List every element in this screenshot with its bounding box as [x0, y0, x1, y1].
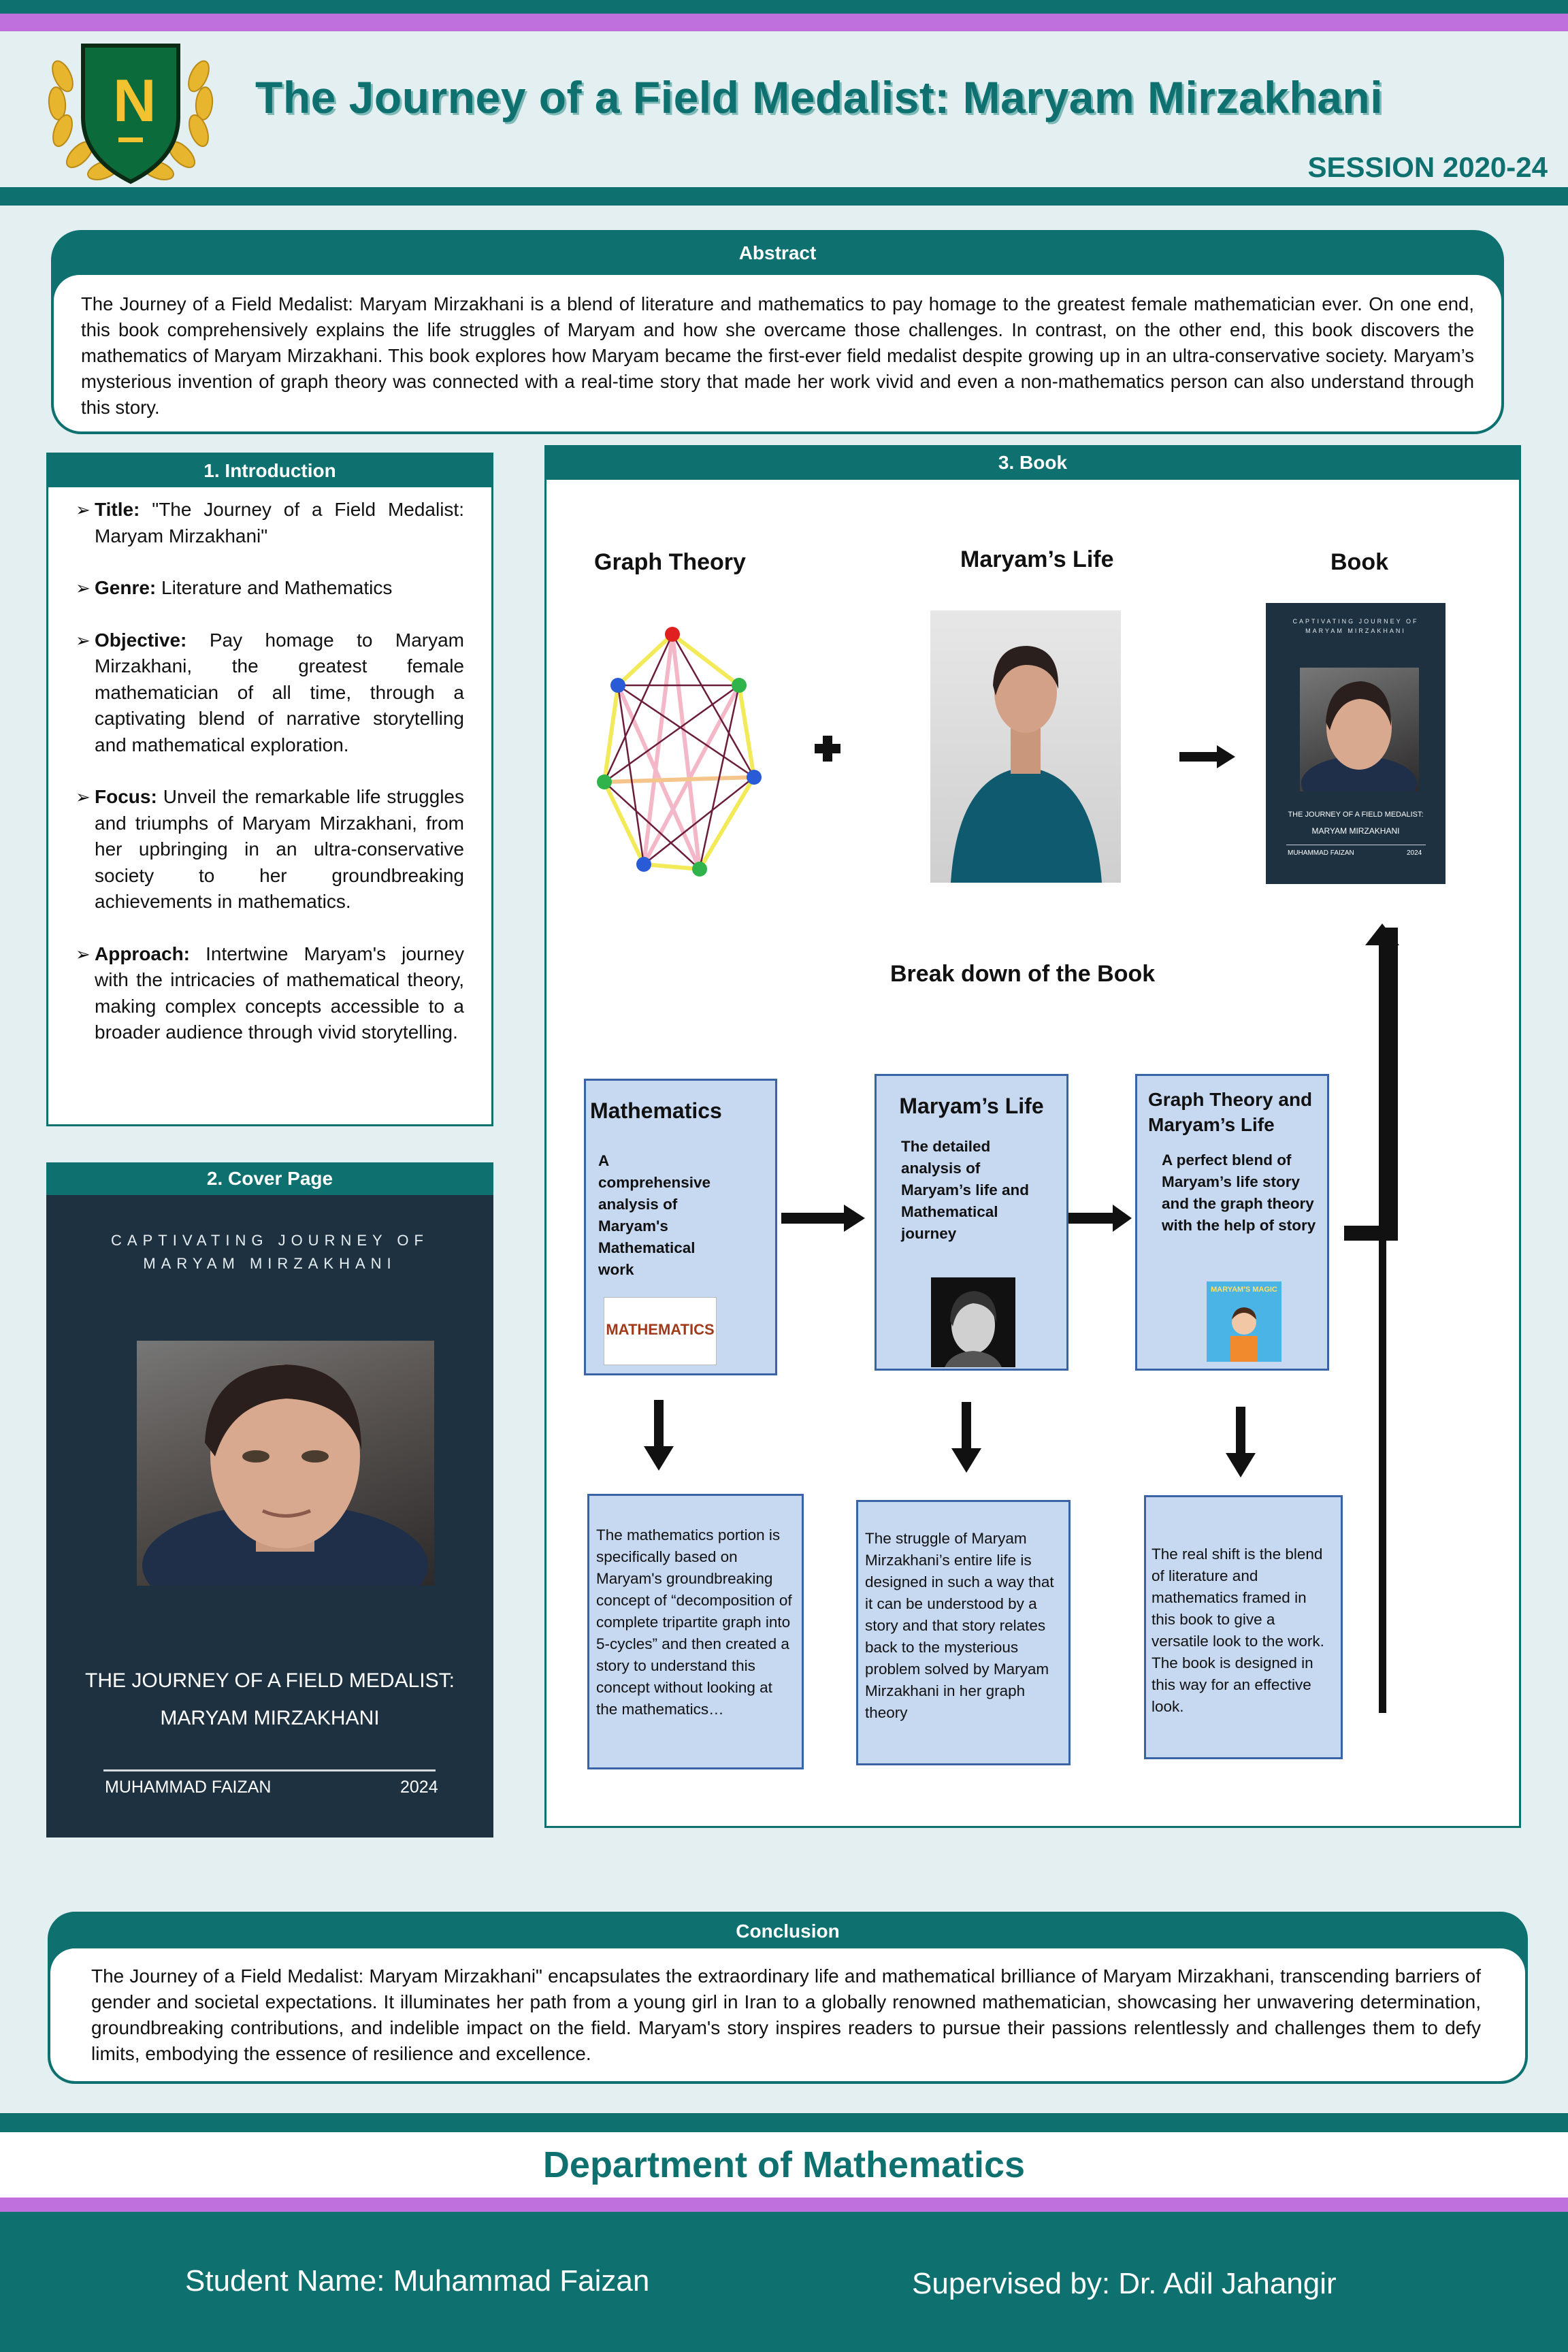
right-arrow-icon: [781, 1203, 866, 1234]
mathematics-image: [604, 1297, 717, 1365]
mathematics-image-text: MATHEMATICS: [606, 1321, 715, 1338]
arrow-bullet-icon: ➢: [76, 630, 91, 651]
item-text: Literature and Mathematics: [161, 577, 393, 598]
introduction-list: [48, 487, 491, 1046]
list-item: [76, 941, 464, 1046]
down-arrow-icon: [642, 1400, 676, 1471]
university-logo: [42, 29, 219, 192]
top-accent-band: [0, 14, 1568, 31]
breakdown-box-graph-life: [1135, 1074, 1329, 1371]
abstract-panel: [51, 230, 1504, 434]
box-desc: A comprehensive analysis of Maryam's Mathematical work: [598, 1152, 711, 1278]
thumb-top-line2: MARYAM MIRZAKHANI: [1305, 627, 1406, 634]
cover-top-line2: MARYAM MIRZAKHANI: [143, 1255, 397, 1272]
item-label: Objective:: [95, 629, 187, 651]
conclusion-heading: Conclusion: [50, 1914, 1525, 1948]
thumb-year: 2024: [1407, 849, 1422, 857]
footer-top-band: [0, 2113, 1568, 2132]
list-item: [76, 497, 464, 549]
arrow-bullet-icon: ➢: [76, 500, 91, 520]
arrow-bullet-icon: ➢: [76, 943, 91, 964]
plus-icon: [812, 733, 843, 764]
list-item: [76, 627, 464, 759]
box-title: Maryam’s Life: [899, 1094, 1044, 1118]
magic-cover-title: MARYAM'S MAGIC: [1211, 1286, 1277, 1294]
item-label: Genre:: [95, 577, 157, 598]
department-name: Department of Mathematics: [0, 2132, 1568, 2198]
young-maryam-photo: [931, 1277, 1015, 1367]
thumb-portrait: [1300, 668, 1419, 791]
note-box-mathematics: The mathematics portion is specifically based on Maryam's groundbreaking concept of “decomposition of complete tripartite graph into 5-cycles” and then created a story to understand this concept without looking at the mathematics…: [587, 1494, 804, 1769]
note-box-life: The struggle of Maryam Mirzakhani’s entire life is designed in such a way that it can be understood by a story and that story relates back to the mysterious problem solved by Maryam Mirzakhani in her graph theory: [856, 1500, 1071, 1765]
right-arrow-icon: [1179, 743, 1237, 770]
cover-author: MUHAMMAD FAIZAN: [105, 1778, 272, 1797]
poster-title: The Journey of a Field Medalist: Maryam Mirzakhani: [255, 72, 1384, 122]
thumb-author: MUHAMMAD FAIZAN: [1288, 849, 1354, 857]
item-text: Intertwine Maryam's journey with the intricacies of mathematical theory, making complex concepts accessible to a broader audience through vivid storytelling.: [95, 943, 465, 1043]
thumb-title-line1: THE JOURNEY OF A FIELD MEDALIST:: [1288, 811, 1424, 819]
footer-accent-band: [0, 2198, 1568, 2212]
box-desc: A perfect blend of Maryam’s life story and the graph theory with the help of story: [1162, 1152, 1316, 1234]
breakdown-box-life: [875, 1074, 1068, 1371]
arrow-bullet-icon: ➢: [76, 578, 91, 598]
arrow-bullet-icon: ➢: [76, 787, 91, 807]
book-panel: [544, 445, 1521, 1828]
cover-top-line1: CAPTIVATING JOURNEY OF: [111, 1232, 429, 1249]
box-desc: The detailed analysis of Maryam’s life and Mathematical journey: [901, 1138, 1029, 1242]
item-label: Focus:: [95, 786, 157, 807]
cover-heading: 2. Cover Page: [46, 1162, 493, 1195]
maryams-magic-cover: [1207, 1281, 1281, 1362]
breakdown-box-mathematics: [584, 1079, 777, 1375]
supervisor-name: Supervised by: Dr. Adil Jahangir: [912, 2267, 1337, 2300]
cover-divider: [103, 1769, 436, 1771]
item-label: Approach:: [95, 943, 190, 964]
introduction-heading: 1. Introduction: [48, 455, 491, 487]
conclusion-text: The Journey of a Field Medalist: Maryam Mirzakhani" encapsulates the extraordinary life and mathematical brilliance of Maryam Mirzakhani, transcending barriers of gender and societal expectations. It illuminates her path from a young girl in Iran to a globally renowned mathematician, showcasing her unwavering determination, groundbreaking contributions, and indelible impact on the field. Maryam's story inspires readers to pursue their passions relentlessly and challenges them to defy limits, embodying the essence of resilience and excellence.: [50, 1948, 1525, 2081]
session-label: SESSION 2020-24: [1307, 151, 1548, 183]
graph-theory-label: Graph Theory: [594, 549, 746, 575]
conclusion-panel: [48, 1912, 1528, 2084]
right-arrow-icon: [1068, 1203, 1133, 1234]
list-item: [76, 784, 464, 915]
down-arrow-icon: [1224, 1407, 1258, 1478]
cover-title-line1: THE JOURNEY OF A FIELD MEDALIST:: [85, 1669, 455, 1692]
graph-theory-illustration: [584, 610, 795, 896]
down-arrow-icon: [949, 1402, 983, 1473]
top-band: [0, 0, 1568, 14]
student-name: Student Name: Muhammad Faizan: [185, 2264, 650, 2298]
maryam-photo: [930, 610, 1121, 883]
abstract-text: The Journey of a Field Medalist: Maryam Mirzakhani is a blend of literature and mathematics to pay homage to the greatest female mathematician ever. On one end, this book comprehensively explains the life struggles of Maryam and how she overcame those challenges. In contrast, on the other end, this book discovers the mathematics of Maryam Mirzakhani. This book explores how Maryam became the first-ever field medalist despite growing up in an ultra-conservative society. Maryam’s mysterious invention of graph theory was connected with a real-time story that made her work vivid and even a non-mathematics person can also understand through this story.: [54, 275, 1501, 431]
list-item: [76, 575, 464, 602]
cover-portrait: [137, 1341, 434, 1586]
maryams-life-label: Maryam’s Life: [960, 546, 1114, 572]
book-heading: 3. Book: [546, 447, 1519, 480]
breakdown-title: Break down of the Book: [890, 961, 1156, 987]
connector-vertical: [1383, 928, 1398, 1241]
cover-title-line2: MARYAM MIRZAKHANI: [160, 1707, 380, 1729]
book-cover-thumbnail: [1266, 603, 1446, 884]
introduction-panel: [46, 453, 493, 1126]
thumb-top-line1: CAPTIVATING JOURNEY OF: [1292, 618, 1419, 625]
item-text: Unveil the remarkable life struggles and triumphs of Maryam Mirzakhani, from her upbringing in an ultra-conservative society to her groundbreaking achievements in mathematics.: [95, 786, 465, 912]
abstract-heading: Abstract: [54, 233, 1501, 275]
thumb-title-line2: MARYAM MIRZAKHANI: [1311, 826, 1400, 836]
box-title: Graph Theory and Maryam’s Life: [1148, 1089, 1313, 1135]
cover-year: 2024: [400, 1778, 438, 1797]
cover-page-panel: [46, 1162, 493, 1838]
item-text: Pay homage to Maryam Mirzakhani, the greatest female mathematician of all time, through a captivating blend of narrative storytelling and mathematical exploration.: [95, 629, 465, 755]
book-label: Book: [1330, 549, 1388, 575]
item-label: Title:: [95, 499, 140, 520]
box-title: Mathematics: [590, 1098, 722, 1123]
header-bottom-band: [0, 187, 1568, 206]
note-box-graph-life: The real shift is the blend of literature and mathematics framed in this book to give a versatile look to the work. The book is designed in this way for an effective look.: [1144, 1495, 1343, 1759]
item-text: "The Journey of a Field Medalist: Maryam Mirzakhani": [95, 499, 464, 546]
logo-letter: N: [113, 67, 157, 134]
